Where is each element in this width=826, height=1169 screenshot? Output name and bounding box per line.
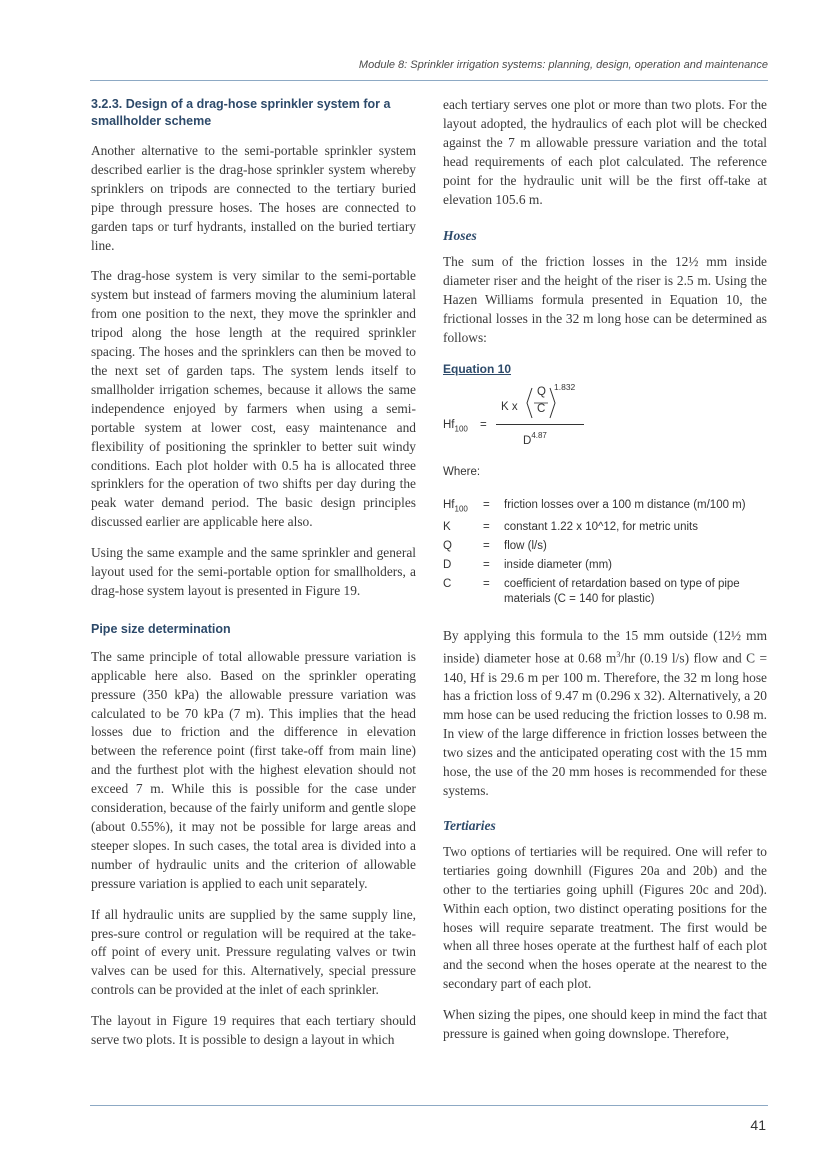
formula-exponent: 1.832 (554, 381, 576, 392)
where-label: Where: (443, 465, 481, 478)
formula-d: $D^{4.87}$ (523, 430, 547, 447)
subheading-tertiaries: Tertiaries (443, 817, 496, 833)
definitions-list (443, 498, 767, 607)
formula-lhs: $Hf_{100}$ (443, 418, 468, 434)
subheading-hoses: Hoses (443, 228, 477, 244)
formula-numerator: Q (537, 385, 546, 398)
paragraph: The same principle of total allowable pressure variation is applicable here also. Based on the sprinkler operating pressure (350 kPa) the allowable pressure variation was calculated to be 70 kPa (7 m). This implies that the head losses due to friction and the difference in elevation between the reference point (first take-off from main line) and the furthest plot with the highest elevation should not exceed 7 m. While this is possible for the case under consideration, because of the fairly uniform and gentle slope (about 0.55%), it may not be possible for large areas and steeper slopes. In such cases, the total area is divided into a number of hydraulic units and the criterion of allowable pressure variation is applied to each unit separately. (91, 648, 416, 891)
equation-title: Equation 10 (443, 361, 512, 376)
equation-formula (443, 382, 767, 460)
running-header: Module 8: Sprinkler irrigation systems: planning, design, operation and maintenance (358, 59, 768, 71)
paragraph: The layout in Figure 19 requires that each tertiary should serve two plots. It is possible to design a layout in which (91, 1013, 416, 1048)
paragraph: By applying this formula to the 15 mm outside (12½ mm inside) diameter hose at 0.68 $m^3/hr$ (0.19 l/s) flow and C = 140, Hf is 29.6 m per 100 m. Therefore, the 32 m long hose has a friction loss of 9.47 m (0.296 x 32). Alternatively, a 20 mm hose can be used reducing the friction losses to 0.98 m. In view of the large difference in friction losses between the two sizes and the anticipated operating cost with the 15 mm hose, the use of the 20 mm hoses is recommended for these systems. (443, 628, 768, 798)
right-column (443, 96, 767, 1056)
formula-equals: = (480, 418, 487, 431)
definition-row: D = inside diameter (mm) (443, 559, 612, 572)
header-rule (90, 80, 768, 81)
page-number: 41 (750, 1117, 766, 1133)
paragraph: each tertiary serves one plot or more than two plots. For the layout adopted, the hydraulics of each plot will be checked against the 7 m allowable pressure variation and the total head requirements of each plot calculated. The reference point for the hydraulic unit will be the first off-take at elevation 105.6 m. (443, 97, 767, 207)
definition-row: Q = flow (l/s) (443, 540, 547, 553)
definition-row: C = coefficient of retardation based on type of pipe materials (C = 140 for plastic) (443, 578, 740, 606)
paragraph: The sum of the friction losses in the 12½ mm inside diameter riser and the height of the riser is 2.5 m. Using the Hazen Williams formula presented in Equation 10, the frictional losses in the 32 m long hose can be determined as follows: (443, 254, 767, 346)
definition-row: $Hf_{100}$ = friction losses over a 100 m distance (m/100 m) (443, 498, 746, 514)
footer-rule (90, 1105, 768, 1106)
formula-coefficient: K x (501, 400, 518, 413)
paragraph: If all hydraulic units are supplied by the same supply line, pres-sure control or regulation will be required at the take-off point of every unit. Pressure regulating valves or twin valves can be used for this. Alternatively, special pressure controls can be provided at the inlet of each sprinkler. (91, 906, 416, 998)
definition-row: K = constant 1.22 x 10^12, for metric units (443, 521, 698, 534)
paragraph: The drag-hose system is very similar to the semi-portable system but instead of farmers moving the aluminium lateral from one position to the next, they move the sprinkler and tripod along the hose length at the required sprinkler spacing. The hoses and the sprinklers can then be moved to the next set of garden taps. The system lends itself to smallholder irrigation schemes, because it allows the same independence enjoyed by farmers when using a semi-portable system at lower cost, easy maintenance and flexibility of positioning the sprinkler to better suit windy conditions. Each plot holder with 0.5 ha is allocated three sprinklers for the operation of two shifts per day during the peak water demand period. The basic design principles discussed earlier are applicable here also. (91, 268, 416, 530)
section-heading: 3.2.3. Design of a drag-hose sprinkler system for a smallholder scheme (91, 97, 391, 128)
paragraph: Another alternative to the semi-portable sprinkler system described earlier is the drag-hose sprinkler system whereby sprinklers on tripods are connected to the tertiary buried pipe through pressure hoses. The hoses are connected to garden taps or turf hydrants, installed on the buried tertiary line. (91, 143, 416, 253)
subheading-pipe-size: Pipe size determination (91, 621, 231, 636)
paragraph: Using the same example and the same sprinkler and general layout used for the semi-portable option for smallholders, a drag-hose system layout is presented in Figure 19. (91, 545, 416, 598)
formula-denominator: C (537, 402, 546, 415)
paragraph: Two options of tertiaries will be required. One will refer to tertiaries going downhill (Figures 20a and 20b) and the other to the tertiaries going uphill (Figures 20c and 20d). Within each option, two distinct operating positions for the hoses will require separate treatment. The first would be when all three hoses operate at the furthest half of each plot and the second when the hoses operate at the nearest to the secondary part of each plot. (443, 843, 767, 992)
paragraph: When sizing the pipes, one should keep in mind the fact that pressure is gained when going downslope. Therefore, (443, 1007, 767, 1042)
fraction-line (496, 424, 584, 425)
left-column (91, 96, 416, 1062)
